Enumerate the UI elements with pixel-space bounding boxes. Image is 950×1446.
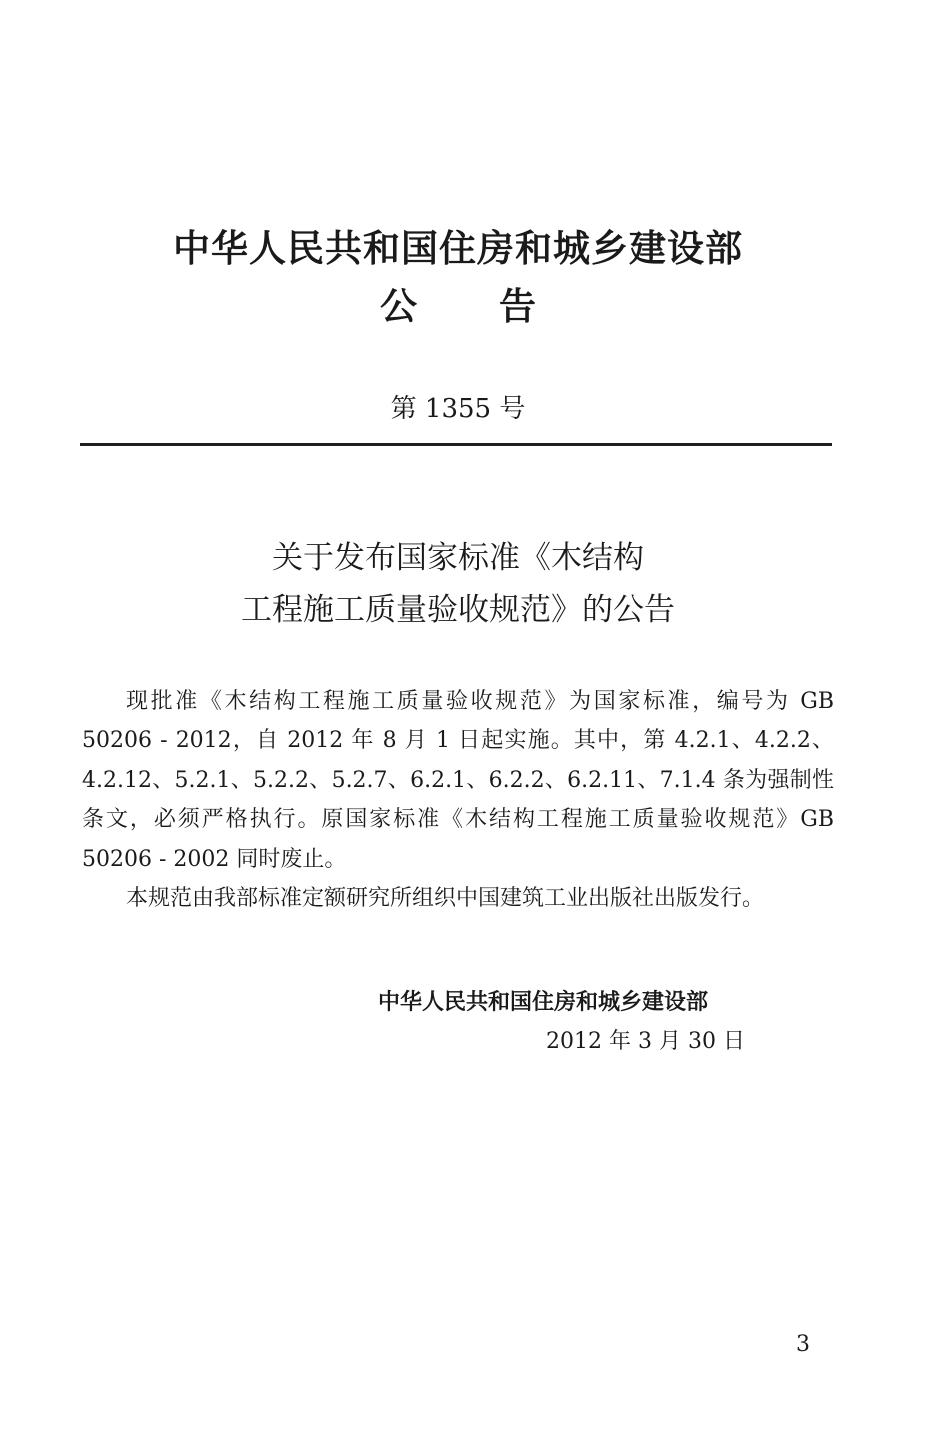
signature-date: 2012 年 3 月 30 日: [546, 1029, 745, 1054]
notice-subject: [0, 532, 916, 636]
subject-line-2: 工程施工质量验收规范》的公告: [241, 592, 675, 628]
header-divider: [80, 443, 832, 446]
body-paragraph-2: 本规范由我部标准定额研究所组织中国建筑工业出版社出版发行。: [126, 886, 765, 912]
body-paragraph-1: 现批准《木结构工程施工质量验收规范》为国家标准，编号为 GB 50206 - 2012，自 2012 年 8 月 1 日起实施。其中，第 4.2.1、4.2.2、4.2.12、5.2.1、5.2.2、5.2.7、6.2.1、6.2.2、6.2.11、7.1.4 条为强制性条文，必须严格执行。原国家标准《木结构工程施工质量验收规范》GB 50206 - 2002 同时废止。: [82, 689, 834, 872]
notice-number: 第 1355 号: [390, 394, 526, 424]
notice-body: [82, 682, 834, 918]
subject-line-1: 关于发布国家标准《木结构: [272, 540, 644, 576]
notice-label: 公告: [380, 285, 618, 328]
page-number: 3: [796, 1332, 810, 1357]
signature-organization: 中华人民共和国住房和城乡建设部: [378, 990, 709, 1015]
ministry-title: 中华人民共和国住房和城乡建设部: [173, 227, 743, 270]
